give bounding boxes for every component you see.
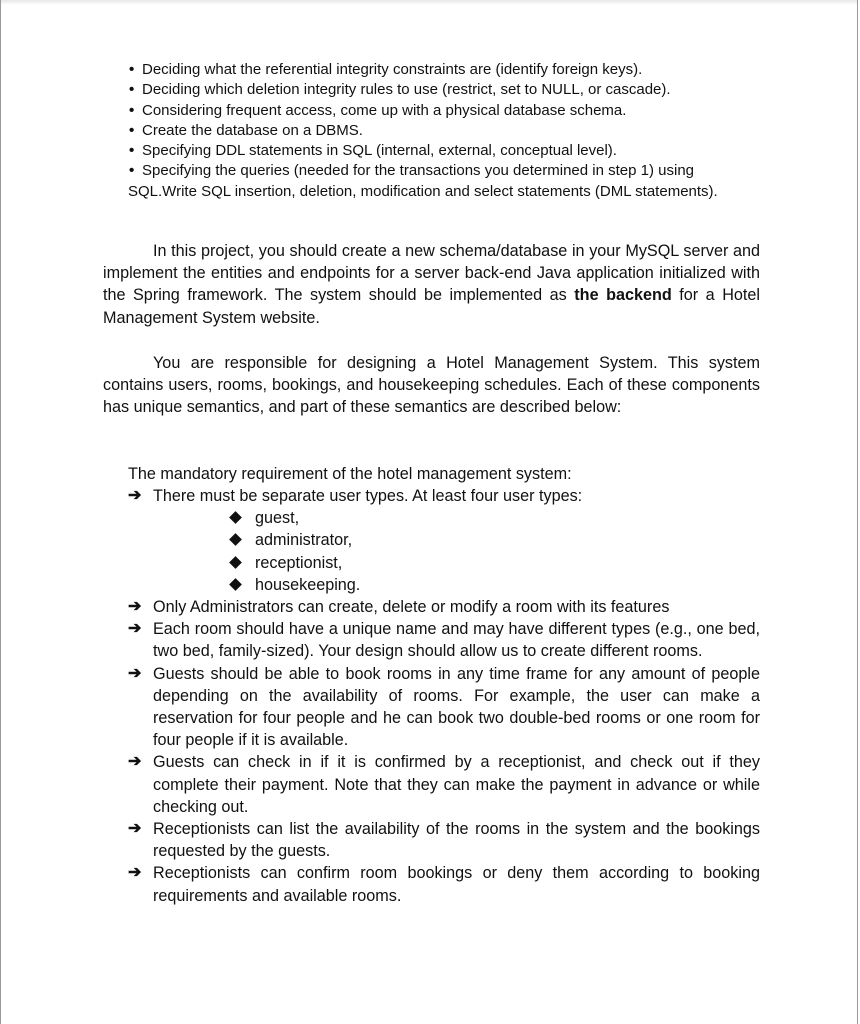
bullet: • — [129, 121, 135, 139]
bullet: • — [129, 162, 135, 180]
user-type-item: receptionist, — [231, 552, 760, 574]
requirements-intro: The mandatory requirement of the hotel management system: — [128, 465, 572, 483]
step-item: • Specifying DDL statements in SQL (internal, external, conceptual level). — [128, 141, 768, 161]
diamond-bullet-icon — [229, 556, 242, 569]
user-type-item: administrator, — [231, 529, 760, 551]
diamond-bullet-icon — [229, 578, 242, 591]
user-type-item: guest, — [231, 507, 760, 529]
requirement-item: ➔ Receptionists can confirm room bookings or deny them according to booking requirements and available rooms. — [128, 864, 760, 905]
arrow-icon: ➔ — [128, 864, 142, 882]
design-paragraph: You are responsible for designing a Hotel Management System. This system contains users, rooms, bookings, and housekeeping schedules. Each of these components has unique semantics, and part of these semantics are described below: — [103, 354, 760, 417]
requirement-item: ➔ Receptionists can list the availability of the rooms in the system and the bookings requested by the guests. — [128, 820, 760, 861]
requirement-item: ➔ There must be separate user types. At least four user types: guest, administrator, receptionist, housekeeping. — [128, 485, 760, 596]
diamond-bullet-icon — [229, 511, 242, 524]
step-item: • Considering frequent access, come up with a physical database schema. — [128, 101, 768, 121]
arrow-icon: ➔ — [128, 598, 142, 616]
intro-paragraph: In this project, you should create a new schema/database in your MySQL server and implement the entities and endpoints for a server back-end Java application initialized with the Spring framework. The system should be implemented as the backend for a Hotel Management System website. — [103, 242, 760, 327]
bullet: • — [129, 101, 135, 119]
bullet: • — [129, 142, 135, 160]
step-item: • Create the database on a DBMS. — [128, 121, 768, 141]
arrow-icon: ➔ — [128, 664, 142, 682]
bullet: • — [129, 81, 135, 99]
requirements-list — [128, 485, 760, 907]
requirement-item: ➔ Only Administrators can create, delete or modify a room with its features — [128, 596, 760, 618]
diamond-bullet-icon — [229, 534, 242, 547]
user-type-item: housekeeping. — [231, 574, 760, 596]
arrow-icon: ➔ — [128, 753, 142, 771]
requirement-item: ➔ Guests can check in if it is confirmed by a receptionist, and check out if they complete their payment. Note that they can make the payment in advance or while checking out. — [128, 753, 760, 816]
step-continuation: SQL.Write SQL insertion, deletion, modification and select statements (DML statements). — [128, 182, 718, 200]
step-item: • Specifying the queries (needed for the transactions you determined in step 1) using SQL.Write SQL insertion, deletion, modification and select statements (DML statements). — [128, 161, 768, 202]
arrow-icon: ➔ — [128, 820, 142, 838]
steps-list — [128, 60, 768, 202]
bullet: • — [129, 61, 135, 78]
arrow-icon: ➔ — [128, 620, 142, 638]
step-item: • Deciding which deletion integrity rules to use (restrict, set to NULL, or cascade). — [128, 80, 768, 100]
step-item: • Deciding what the referential integrity constraints are (identify foreign keys). — [128, 60, 768, 80]
requirement-item: ➔ Guests should be able to book rooms in any time frame for any amount of people depending on the availability of rooms. For example, the user can make a reservation for four people and he can book two double-bed rooms or one room for four people if it is available. — [128, 664, 760, 750]
page-top-edge — [1, 0, 857, 5]
requirement-item: ➔ Each room should have a unique name and may have different types (e.g., one bed, two bed, family-sized). Your design should allow us to create different rooms. — [128, 620, 760, 661]
arrow-icon: ➔ — [128, 487, 142, 504]
user-types-list — [153, 507, 760, 596]
